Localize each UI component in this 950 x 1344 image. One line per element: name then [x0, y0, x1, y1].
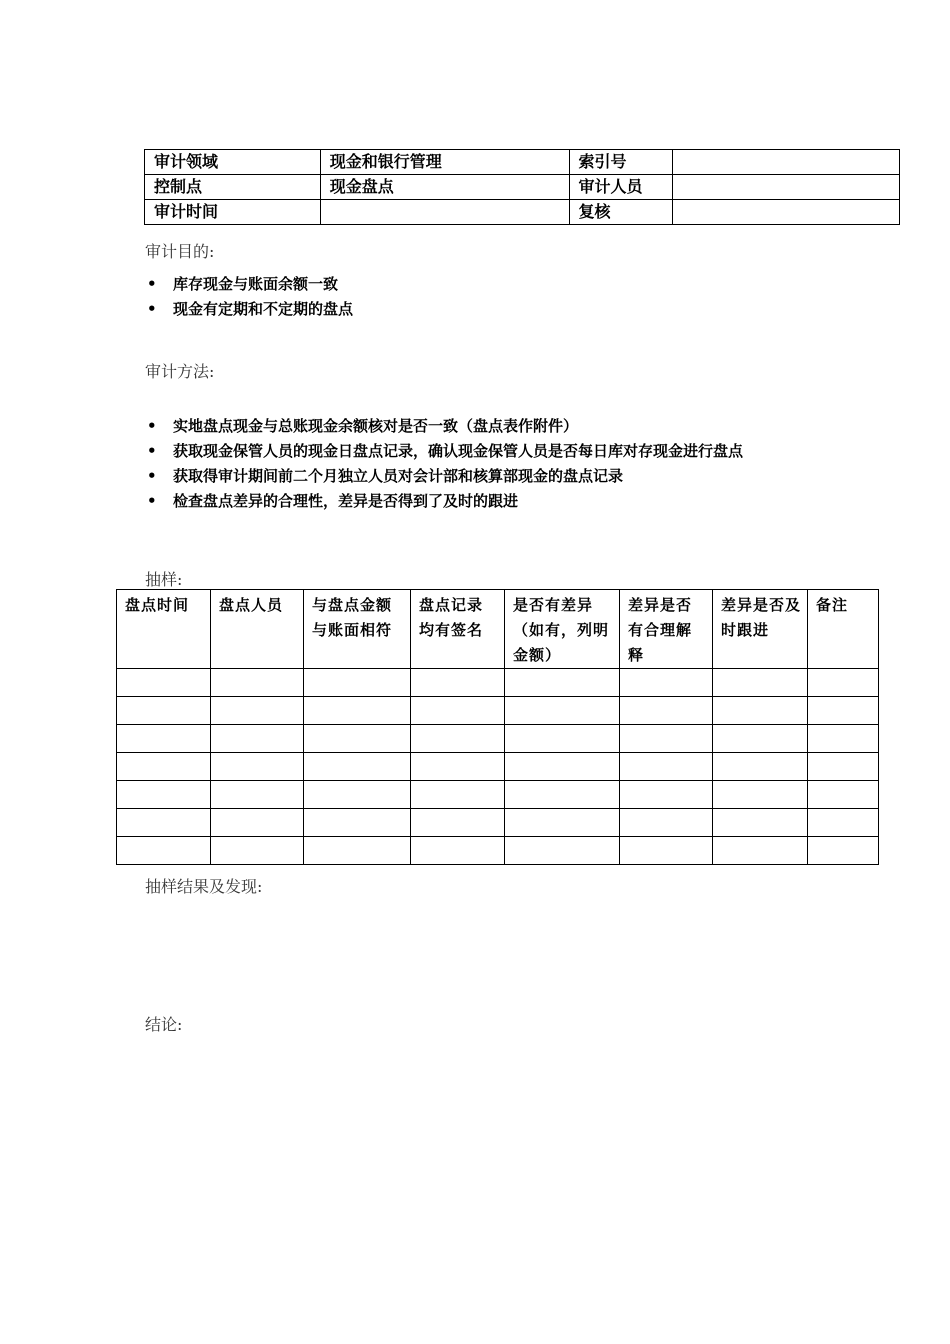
sampling-table-body [117, 669, 879, 865]
audit-area-value[interactable]: 现金和银行管理 [320, 150, 569, 175]
bullet-icon: • [147, 467, 157, 485]
table-cell[interactable] [411, 753, 505, 781]
bullet-icon: • [147, 275, 157, 293]
table-cell[interactable] [211, 669, 304, 697]
header-row-control-point [145, 175, 900, 200]
table-cell[interactable] [117, 753, 211, 781]
table-cell[interactable] [620, 669, 713, 697]
table-cell[interactable] [211, 753, 304, 781]
table-cell[interactable] [411, 669, 505, 697]
table-cell[interactable] [211, 781, 304, 809]
list-item-text: 实地盘点现金与总账现金余额核对是否一致（盘点表作附件） [173, 417, 579, 435]
list-item [145, 297, 845, 321]
control-point-value[interactable]: 现金盘点 [320, 175, 569, 200]
table-row [117, 809, 879, 837]
column-header-explanation: 差异是否有合理解释 [620, 590, 713, 669]
table-cell[interactable] [620, 809, 713, 837]
auditor-value[interactable] [673, 175, 900, 200]
table-cell[interactable] [304, 753, 411, 781]
list-item [145, 489, 845, 513]
sampling-table [116, 589, 879, 865]
table-cell[interactable] [505, 697, 620, 725]
table-cell[interactable] [304, 725, 411, 753]
table-row [117, 697, 879, 725]
table-cell[interactable] [117, 809, 211, 837]
table-cell[interactable] [117, 669, 211, 697]
table-cell[interactable] [505, 837, 620, 865]
table-cell[interactable] [505, 753, 620, 781]
header-row-audit-time [145, 200, 900, 225]
list-item-text: 获取得审计期间前二个月独立人员对会计部和核算部现金的盘点记录 [173, 467, 624, 485]
audit-area-label: 审计领域 [145, 150, 321, 175]
table-cell[interactable] [411, 697, 505, 725]
conclusion-title: 结论: [145, 1015, 183, 1034]
table-cell[interactable] [117, 781, 211, 809]
table-cell[interactable] [713, 669, 808, 697]
list-item [145, 464, 845, 488]
table-cell[interactable] [117, 725, 211, 753]
audit-objective-list [145, 272, 845, 322]
table-cell[interactable] [505, 809, 620, 837]
table-cell[interactable] [713, 781, 808, 809]
column-header-follow-up: 差异是否及时跟进 [713, 590, 808, 669]
table-cell[interactable] [304, 837, 411, 865]
column-header-remarks: 备注 [808, 590, 879, 669]
bullet-icon: • [147, 417, 157, 435]
header-row-audit-area [145, 150, 900, 175]
column-header-amount-match: 与盘点金额与账面相符 [304, 590, 411, 669]
index-number-label: 索引号 [569, 150, 673, 175]
table-cell[interactable] [713, 753, 808, 781]
table-cell[interactable] [505, 781, 620, 809]
table-cell[interactable] [411, 837, 505, 865]
table-cell[interactable] [808, 669, 879, 697]
audit-time-label: 审计时间 [145, 200, 321, 225]
table-cell[interactable] [211, 697, 304, 725]
table-cell[interactable] [304, 809, 411, 837]
audit-time-value[interactable] [320, 200, 569, 225]
table-cell[interactable] [411, 809, 505, 837]
bullet-icon: • [147, 300, 157, 318]
table-row [117, 669, 879, 697]
control-point-label: 控制点 [145, 175, 321, 200]
table-cell[interactable] [620, 753, 713, 781]
index-number-value[interactable] [673, 150, 900, 175]
table-cell[interactable] [808, 781, 879, 809]
table-cell[interactable] [211, 837, 304, 865]
table-cell[interactable] [808, 809, 879, 837]
list-item-text: 检查盘点差异的合理性，差异是否得到了及时的跟进 [173, 492, 519, 510]
table-cell[interactable] [808, 697, 879, 725]
audit-objective-title: 审计目的: [145, 242, 215, 261]
column-header-count-staff: 盘点人员 [211, 590, 304, 669]
table-cell[interactable] [620, 837, 713, 865]
table-row [117, 725, 879, 753]
table-cell[interactable] [620, 781, 713, 809]
table-cell[interactable] [808, 753, 879, 781]
column-header-count-time: 盘点时间 [117, 590, 211, 669]
table-cell[interactable] [620, 697, 713, 725]
list-item-text: 库存现金与账面余额一致 [173, 275, 339, 293]
bullet-icon: • [147, 442, 157, 460]
bullet-icon: • [147, 492, 157, 510]
table-cell[interactable] [117, 837, 211, 865]
table-cell[interactable] [211, 725, 304, 753]
table-cell[interactable] [211, 809, 304, 837]
table-row [117, 837, 879, 865]
table-cell[interactable] [808, 725, 879, 753]
table-cell[interactable] [304, 781, 411, 809]
table-cell[interactable] [411, 781, 505, 809]
findings-title: 抽样结果及发现: [145, 877, 263, 896]
auditor-label: 审计人员 [569, 175, 673, 200]
column-header-difference: 是否有差异（如有，列明金额） [505, 590, 620, 669]
sampling-header-row [117, 590, 879, 669]
audit-method-title: 审计方法: [145, 362, 215, 381]
table-cell[interactable] [505, 725, 620, 753]
table-cell[interactable] [713, 725, 808, 753]
table-cell[interactable] [713, 809, 808, 837]
sampling-title: 抽样: [145, 570, 183, 589]
table-cell[interactable] [620, 725, 713, 753]
list-item-text: 现金有定期和不定期的盘点 [173, 300, 354, 318]
table-cell[interactable] [808, 837, 879, 865]
audit-method-list [145, 414, 845, 514]
table-cell[interactable] [304, 669, 411, 697]
review-value[interactable] [673, 200, 900, 225]
list-item [145, 439, 845, 463]
list-item-text: 获取现金保管人员的现金日盘点记录，确认现金保管人员是否每日库对存现金进行盘点 [173, 442, 744, 460]
table-cell[interactable] [411, 725, 505, 753]
table-cell[interactable] [713, 837, 808, 865]
audit-header-table [144, 149, 900, 225]
table-cell[interactable] [713, 697, 808, 725]
table-cell[interactable] [304, 697, 411, 725]
table-cell[interactable] [117, 697, 211, 725]
column-header-signed: 盘点记录均有签名 [411, 590, 505, 669]
list-item [145, 414, 845, 438]
list-item [145, 272, 845, 296]
table-cell[interactable] [505, 669, 620, 697]
table-row [117, 781, 879, 809]
review-label: 复核 [569, 200, 673, 225]
table-row [117, 753, 879, 781]
